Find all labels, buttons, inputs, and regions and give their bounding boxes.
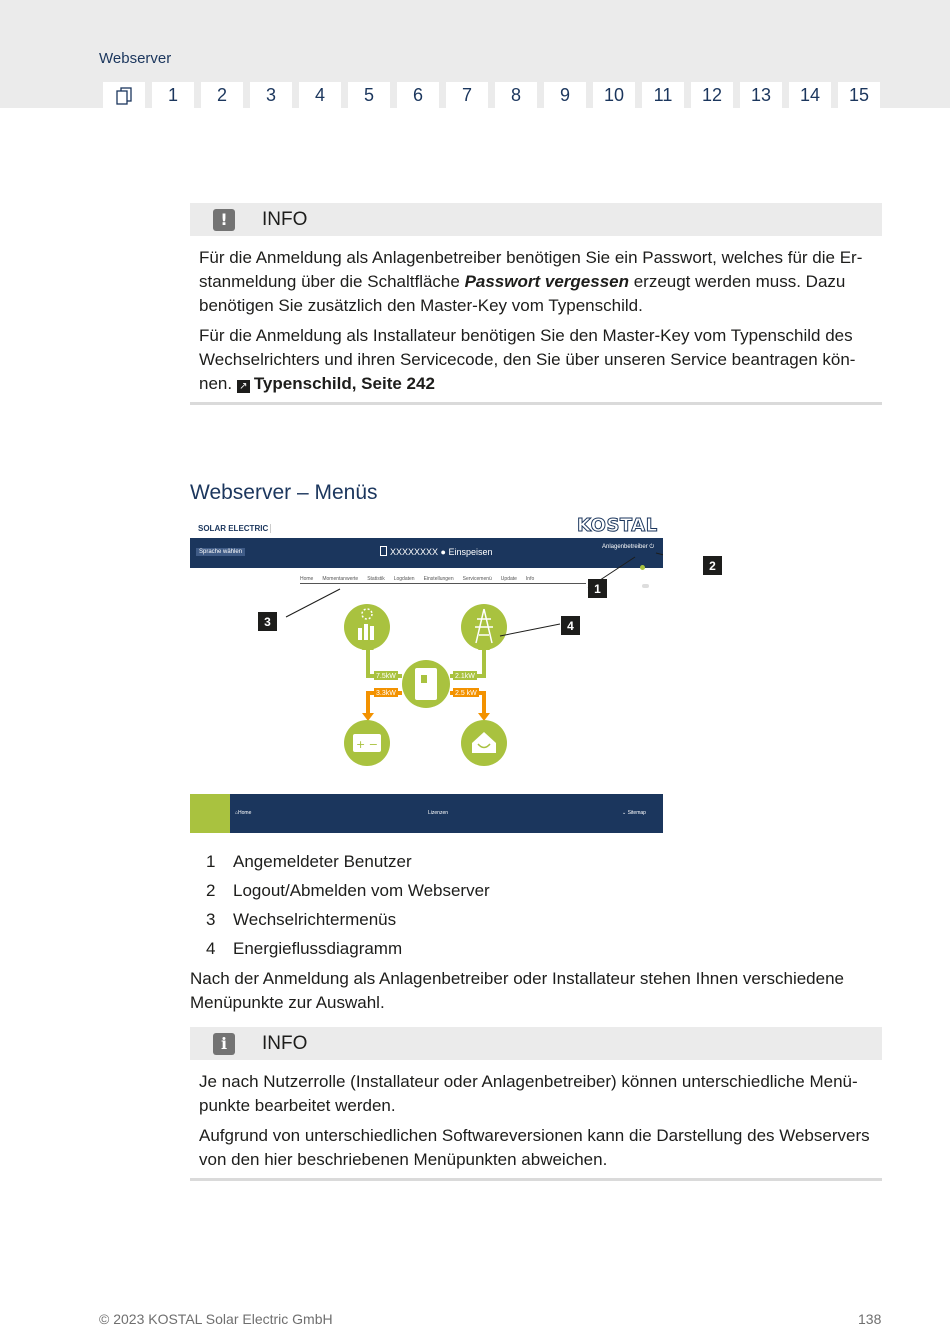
info-title: INFO — [262, 1032, 308, 1054]
power-icon: ⏻ — [649, 544, 655, 550]
info-box-roles — [190, 1027, 882, 1181]
flow-label-grid: 2.1kW — [455, 673, 475, 680]
info-title: INFO — [262, 208, 308, 230]
inverter-icon — [402, 660, 450, 708]
figure-legend — [206, 847, 490, 963]
menu-item: Logdaten — [393, 576, 415, 582]
legend-text: Logout/Abmelden vom Webserver — [233, 880, 490, 900]
home-icon: ⌂ — [235, 810, 239, 816]
chevron-down-icon: ⌄ — [622, 810, 627, 816]
device-status: XXXXXXXX ● Einspeisen — [380, 546, 493, 557]
menu-item: Servicemenü — [462, 576, 492, 582]
tab-chapter-8[interactable]: 8 — [495, 82, 537, 109]
exclamation-icon: ! — [213, 209, 235, 231]
tab-chapter-1[interactable]: 1 — [152, 82, 194, 109]
body-paragraph: Nach der Anmeldung als Anlagenbetreiber oder Installateur stehen Ihnen verschiedene Menüpunkte zur Auswahl. — [190, 969, 844, 1012]
logged-in-user: Anlagenbetreiber ⏻ — [602, 544, 655, 550]
webserver-footer-bar — [190, 794, 663, 833]
menu-item: Statistik — [367, 576, 385, 582]
battery-icon — [344, 720, 390, 766]
callout-2: 2 — [703, 556, 722, 575]
tab-chapter-14[interactable]: 14 — [789, 82, 831, 109]
power-grid-icon — [461, 604, 507, 650]
svg-text:+ −: + − — [356, 738, 378, 751]
info-paragraph: Je nach Nutzerrolle (Installateur oder Anlagenbetreiber) können unterschiedliche Menüpunkte bearbeitet werden. — [199, 1072, 858, 1115]
tab-chapter-6[interactable]: 6 — [397, 82, 439, 109]
info-paragraph: Für die Anmeldung als Installateur benötigen Sie den Master-Key vom Typenschild des Wechselrichters und ihren Servicecode, den Sie über unseren Service beantragen können. ↗ Typenschild, Seite 242 — [199, 326, 856, 393]
tab-chapter-4[interactable]: 4 — [299, 82, 341, 109]
arrow-down-icon — [478, 713, 490, 721]
cross-reference-link[interactable]: Typenschild, Seite 242 — [253, 374, 435, 393]
legend-item — [206, 847, 490, 876]
info-body — [190, 236, 882, 396]
info-header — [190, 203, 882, 236]
footer-home: ⌂Home — [235, 810, 252, 816]
legend-number: 4 — [206, 938, 216, 958]
pages-icon — [116, 87, 132, 105]
footer-licenses: Lizenzen — [428, 810, 449, 816]
tab-chapter-12[interactable]: 12 — [691, 82, 733, 109]
link-arrow-icon: ↗ — [237, 380, 250, 393]
emphasis-passwort-vergessen: Passwort vergessen — [464, 272, 629, 291]
footer-sitemap: ⌄ Sitemap — [622, 810, 646, 816]
tab-toc[interactable] — [103, 82, 145, 109]
callout-3: 3 — [258, 612, 277, 631]
info-icon: i — [213, 1033, 235, 1055]
webserver-figure — [190, 513, 730, 835]
divider — [190, 1178, 882, 1181]
tab-chapter-5[interactable]: 5 — [348, 82, 390, 109]
section-title: Webserver — [99, 50, 172, 67]
callout-1: 1 — [588, 579, 607, 598]
legend-text: Energieflussdiagramm — [233, 938, 403, 958]
legend-item — [206, 876, 490, 905]
legend-item — [206, 905, 490, 934]
arrow-down-icon — [362, 713, 374, 721]
tab-chapter-15[interactable]: 15 — [838, 82, 880, 109]
home-icon — [461, 720, 507, 766]
flow-label-pv: 7.5kW — [376, 673, 396, 680]
chapter-tabs — [103, 82, 880, 109]
menu-item: Update — [500, 576, 517, 582]
menu-item: Momentanwerte — [322, 576, 359, 582]
copyright: © 2023 KOSTAL Solar Electric GmbH — [99, 1311, 333, 1327]
language-button: Sprache wählen — [196, 548, 245, 556]
tab-chapter-9[interactable]: 9 — [544, 82, 586, 109]
info-header — [190, 1027, 882, 1060]
tab-chapter-3[interactable]: 3 — [250, 82, 292, 109]
kostal-logo: KOSTAL — [577, 515, 658, 536]
menu-item: Einstellungen — [423, 576, 454, 582]
brand-text: SOLAR ELECTRIC — [198, 524, 271, 533]
legend-number: 2 — [206, 880, 216, 900]
footer-accent — [190, 794, 230, 833]
tab-chapter-7[interactable]: 7 — [446, 82, 488, 109]
tab-chapter-11[interactable]: 11 — [642, 82, 684, 109]
info-paragraph: Aufgrund von unterschiedlichen Softwareversionen kann die Darstellung des Webservers von den hier beschriebenen Menüpunkten abweichen. — [199, 1126, 870, 1169]
section-heading: Webserver – Menüs — [190, 481, 378, 504]
divider — [190, 402, 882, 405]
flow-label-home: 2.5 kW — [455, 690, 477, 697]
tab-chapter-13[interactable]: 13 — [740, 82, 782, 109]
energy-flow-diagram — [190, 513, 663, 835]
info-box-password — [190, 203, 882, 405]
info-paragraph: Für die Anmeldung als Anlagenbetreiber benötigen Sie ein Passwort, welches für die Erstanmeldung über die Schaltfläche Passwort vergessen erzeugt werden muss. Dazu benötigen Sie zusätzlich den Master-Key vom Typenschild. — [199, 248, 863, 315]
tab-chapter-10[interactable]: 10 — [593, 82, 635, 109]
page-number: 138 — [858, 1311, 882, 1327]
menu-item: Info — [525, 576, 535, 582]
legend-number: 1 — [206, 851, 216, 871]
legend-item — [206, 934, 490, 963]
legend-text: Angemeldeter Benutzer — [233, 851, 412, 871]
solar-icon — [344, 604, 390, 650]
legend-number: 3 — [206, 909, 216, 929]
menu-item: Home — [300, 576, 314, 582]
flow-label-battery: 3.3kW — [376, 690, 396, 697]
tab-chapter-2[interactable]: 2 — [201, 82, 243, 109]
callout-4: 4 — [561, 616, 580, 635]
info-body — [190, 1060, 882, 1172]
legend-text: Wechselrichtermenüs — [233, 909, 397, 929]
